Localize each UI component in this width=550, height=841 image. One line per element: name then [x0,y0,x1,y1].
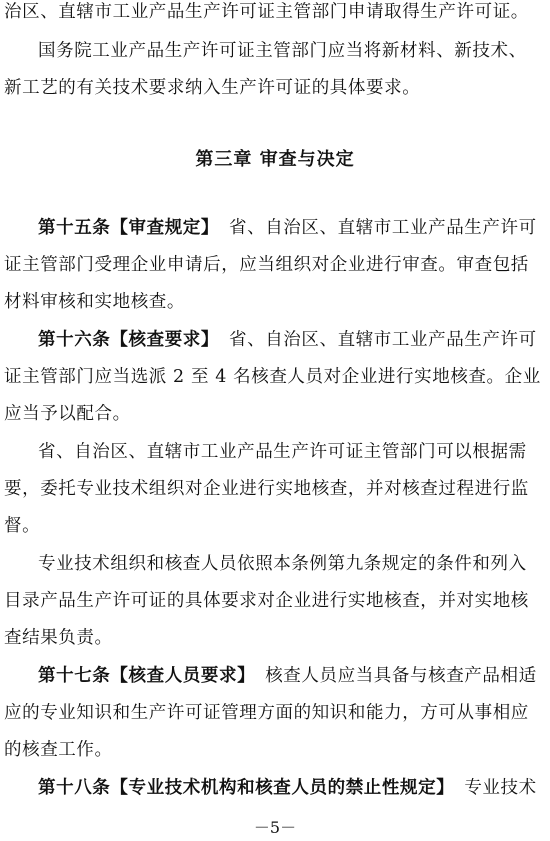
body-text-line: 证主管部门应当选派 2 至 4 名核查人员对企业进行实地核查。企业 [4,367,541,387]
page-number: －5－ [253,818,297,837]
article-18-text: 专业技术 [464,778,537,798]
article-15-first-line [38,220,537,238]
body-text-line: 证主管部门受理企业申请后，应当组织对企业进行审查。审查包括 [4,255,529,275]
body-text-line: 的核查工作。 [4,740,113,760]
article-18-heading: 第十八条【专业技术机构和核查人员的禁止性规定】 [38,778,455,798]
article-16-first-line [38,332,537,350]
body-text-line: 应的专业知识和生产许可证管理方面的知识和能力，方可从事相应 [4,703,529,723]
article-15-text: 省、自治区、直辖市工业产品生产许可 [229,218,537,238]
chapter-title: 第三章 审查与决定 [195,149,355,170]
body-text-line: 应当予以配合。 [4,404,131,424]
body-text-line: 新工艺的有关技术要求纳入生产许可证的具体要求。 [4,78,421,98]
body-text-line: 材料审核和实地核查。 [4,292,185,312]
body-text-line: 国务院工业产品生产许可证主管部门应当将新材料、新技术、 [38,41,527,61]
body-text-line: 要，委托专业技术组织对企业进行实地核查，并对核查过程进行监 [4,479,529,499]
body-text-line: 治区、直辖市工业产品生产许可证主管部门申请取得生产许可证。 [4,2,529,22]
body-text-line: 查结果负责。 [4,628,113,648]
article-16-text: 省、自治区、直辖市工业产品生产许可 [229,330,537,350]
article-17-heading: 第十七条【核查人员要求】 [38,666,256,686]
article-18-first-line [38,780,537,798]
article-15-heading: 第十五条【审查规定】 [38,218,219,238]
body-text-line: 省、自治区、直辖市工业产品生产许可证主管部门可以根据需 [38,442,527,462]
article-17-first-line [38,668,537,686]
body-text-line: 督。 [4,516,41,536]
body-text-line: 目录产品生产许可证的具体要求对企业进行实地核查，并对实地核 [4,591,529,611]
body-text-line: 专业技术组织和核查人员依照本条例第九条规定的条件和列入 [38,554,527,574]
article-17-text: 核查人员应当具备与核查产品相适 [265,666,537,686]
article-16-heading: 第十六条【核查要求】 [38,330,219,350]
